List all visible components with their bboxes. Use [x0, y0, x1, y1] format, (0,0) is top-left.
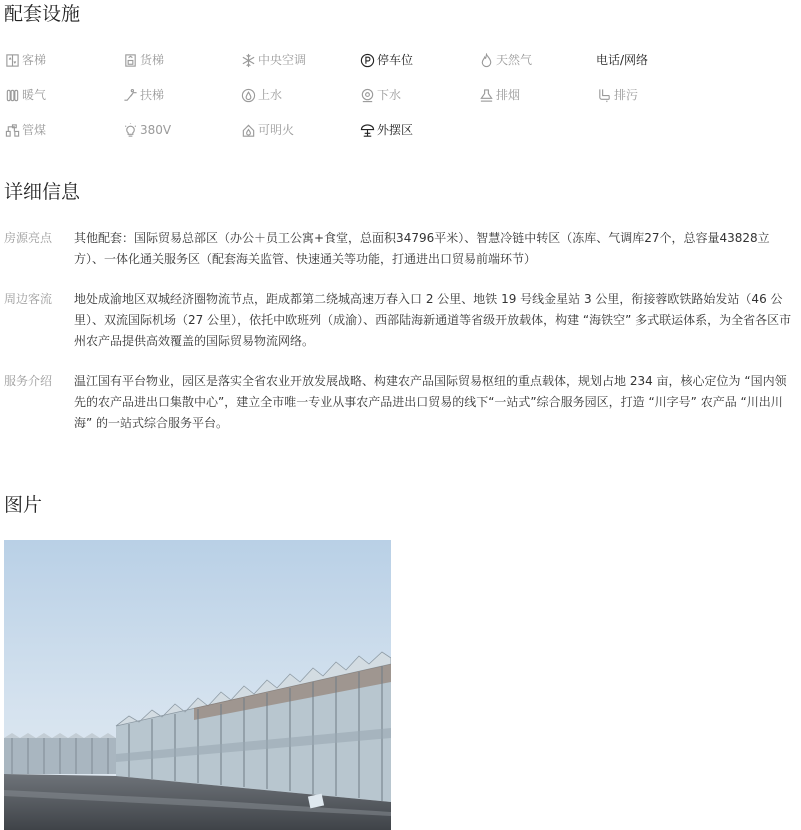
- smoke-exhaust-icon: [478, 87, 494, 103]
- freight-elevator-icon: [122, 52, 138, 68]
- facility-natural-gas: 天然气: [478, 50, 532, 70]
- parking-icon: [359, 52, 375, 68]
- facility-drainage: 下水: [359, 85, 401, 105]
- facility-central-ac: 中央空调: [240, 50, 306, 70]
- facility-parking: 停车位: [359, 50, 413, 70]
- sewage-icon: [596, 87, 612, 103]
- facilities-row: [4, 79, 799, 114]
- escalator-icon: [122, 87, 138, 103]
- detail-text: 其他配套：国际贸易总部区（办公＋员工公寓+食堂，总面积34796平米）、智慧冷链中转区（冻库、气调库27个，总容量43828立方）、一体化通关服务区（配套海关监管、快速通关等功能，打通进出口贸易前端环节）: [74, 231, 770, 266]
- radiator-icon: [4, 87, 20, 103]
- open-flame-icon: [240, 122, 256, 138]
- detail-label: 周边客流: [4, 292, 53, 306]
- greenhouse-photo[interactable]: [4, 540, 391, 830]
- facility-escalator: 扶梯: [122, 85, 164, 105]
- detail-surrounding-traffic: [4, 289, 799, 352]
- facilities-row: [4, 44, 799, 79]
- flame-icon: [478, 52, 494, 68]
- facilities-title: 配套设施: [4, 3, 81, 25]
- facility-passenger-elevator: 客梯: [4, 50, 46, 70]
- facilities-grid: [4, 44, 799, 149]
- facility-sewage: 排污: [596, 85, 638, 105]
- drain-icon: [359, 87, 375, 103]
- detail-label: 服务介绍: [4, 374, 53, 388]
- snowflake-icon: [240, 52, 256, 68]
- facility-water-supply: 上水: [240, 85, 282, 105]
- facility-380v: 380V: [122, 120, 171, 140]
- umbrella-icon: [359, 122, 375, 138]
- facility-smoke-exhaust: 排烟: [478, 85, 520, 105]
- gas-pipe-icon: [4, 122, 20, 138]
- elevator-icon: [4, 52, 20, 68]
- facility-outdoor-area: 外摆区: [359, 120, 413, 140]
- bulb-icon: [122, 122, 138, 138]
- facility-freight-elevator: 货梯: [122, 50, 164, 70]
- detail-service-intro: [4, 371, 799, 434]
- water-supply-icon: [240, 87, 256, 103]
- facility-heating: 暖气: [4, 85, 46, 105]
- facility-gas-pipe: 管煤: [4, 120, 46, 140]
- detail-label: 房源亮点: [4, 231, 53, 245]
- detail-highlights: [4, 228, 799, 270]
- facility-phone-network: 电话/网络: [596, 53, 649, 67]
- details-title: 详细信息: [4, 181, 81, 203]
- detail-text: 地处成渝地区双城经济圈物流节点，距成都第二绕城高速万春入口 2 公里、地铁 19 号线金星站 3 公里，衔接蓉欧铁路始发站（46 公里）、双流国际机场（27 公里），依托中欧班列（成渝）、西部陆海新通道等省级开放载体，构建 “海铁空” 多式联运体系，为全省各区市州农产品提供高效覆盖的国际贸易物流网络。: [74, 292, 792, 348]
- facilities-row: [4, 114, 799, 149]
- detail-text: 温江国有平台物业，园区是落实全省农业开放发展战略、构建农产品国际贸易枢纽的重点载体，规划占地 234 亩，核心定位为 “国内领先的农产品进出口集散中心”，建立全市唯一专业从事农产品进出口贸易的线下“一站式”综合服务园区，打造 “川字号” 农产品 “川出川海” 的一站式综合服务平台。: [74, 374, 787, 430]
- photos-title: 图片: [4, 494, 43, 516]
- facility-open-flame: 可明火: [240, 120, 294, 140]
- greenhouse-photo-graphic: [4, 540, 391, 830]
